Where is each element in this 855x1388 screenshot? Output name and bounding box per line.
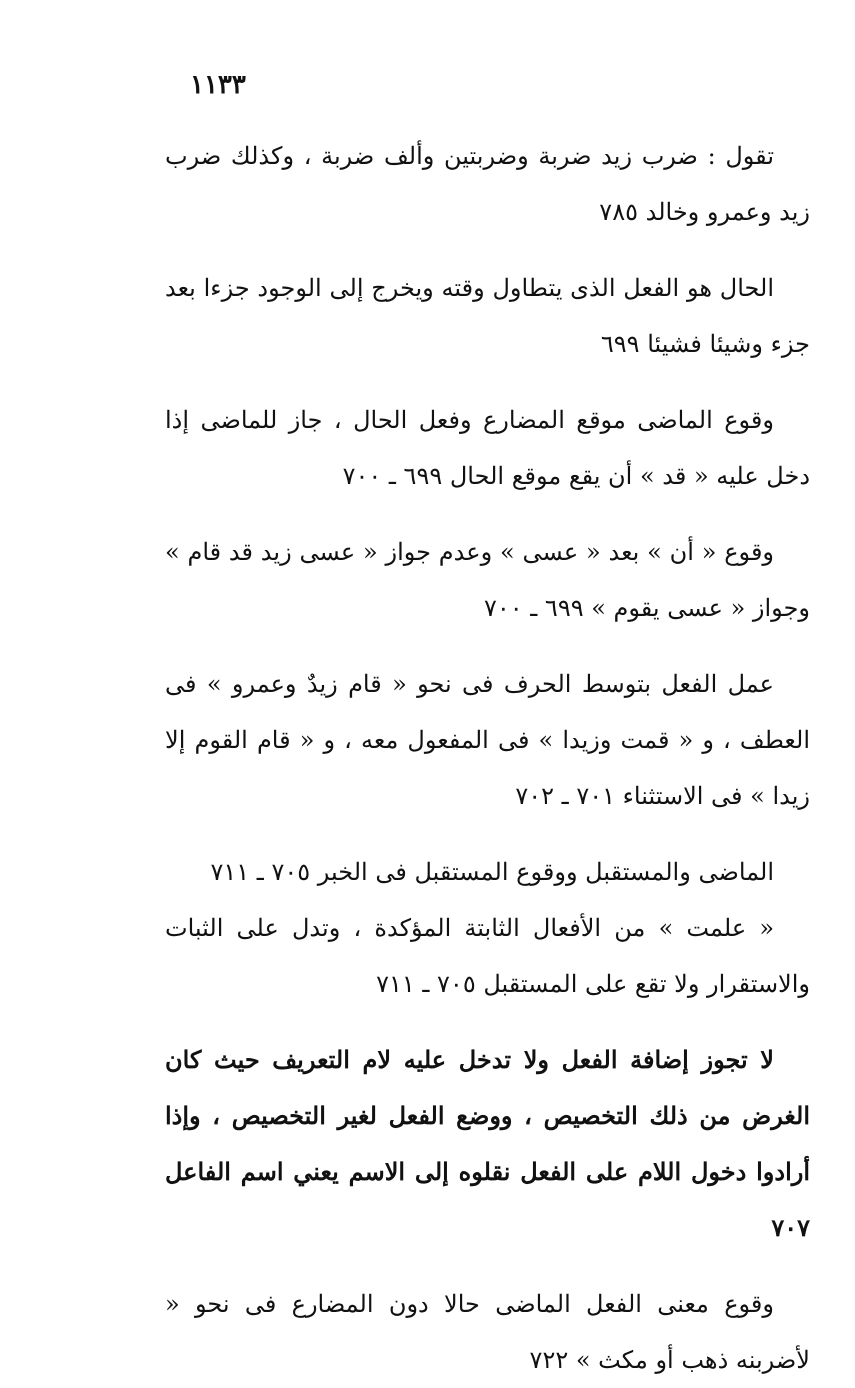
entry-text: « علمت » من الأفعال الثابتة المؤكدة ، وتدل على الثبات والاستقرار ولا تقع على المستقبل ٧٠٥ ـ ٧١١ <box>165 914 810 998</box>
index-entry <box>165 260 810 372</box>
entry-text: الماضى والمستقبل ووقوع المستقبل فى الخبر ٧٠٥ ـ ٧١١ <box>210 858 774 886</box>
index-entry <box>165 1032 810 1256</box>
index-entry <box>165 1276 810 1388</box>
entry-text: وقوع الماضى موقع المضارع وفعل الحال ، جاز للماضى إذا دخل عليه « قد » أن يقع موقع الحال ٦٩٩ ـ ٧٠٠ <box>165 406 810 490</box>
index-entry <box>165 524 810 636</box>
entry-text: الحال هو الفعل الذى يتطاول وقته ويخرج إلى الوجود جزءا بعد جزء وشيئا فشيئا ٦٩٩ <box>165 274 810 358</box>
entry-text: تقول : ضرب زيد ضربة وضربتين وألف ضربة ، وكذلك ضرب زيد وعمرو وخالد ٧٨٥ <box>165 142 810 226</box>
index-entry <box>165 392 810 504</box>
page-number: ١١٣٣ <box>190 70 246 100</box>
index-entry <box>165 656 810 824</box>
index-entry <box>165 844 810 900</box>
entry-text: وقوع معنى الفعل الماضى حالا دون المضارع فى نحو « لأضربنه ذهب أو مكث » ٧٢٢ <box>165 1290 810 1374</box>
entry-text: عمل الفعل بتوسط الحرف فى نحو « قام زيدٌ وعمرو » فى العطف ، و « قمت وزيدا » فى المفعول معه ، و « قام القوم إلا زيدا » فى الاستثناء ٧٠١ ـ ٧٠٢ <box>165 670 810 810</box>
index-entry <box>165 128 810 240</box>
entry-text: وقوع « أن » بعد « عسى » وعدم جواز « عسى زيد قد قام » وجواز « عسى يقوم » ٦٩٩ ـ ٧٠٠ <box>165 538 810 622</box>
index-entry <box>165 900 810 1012</box>
index-entries <box>165 128 810 1388</box>
entry-text: لا تجوز إضافة الفعل ولا تدخل عليه لام التعريف حيث كان الغرض من ذلك التخصيص ، ووضع الفعل لغير التخصيص ، وإذا أرادوا دخول اللام على الفعل نقلوه إلى الاسم يعني اسم الفاعل ٧٠٧ <box>165 1045 810 1242</box>
